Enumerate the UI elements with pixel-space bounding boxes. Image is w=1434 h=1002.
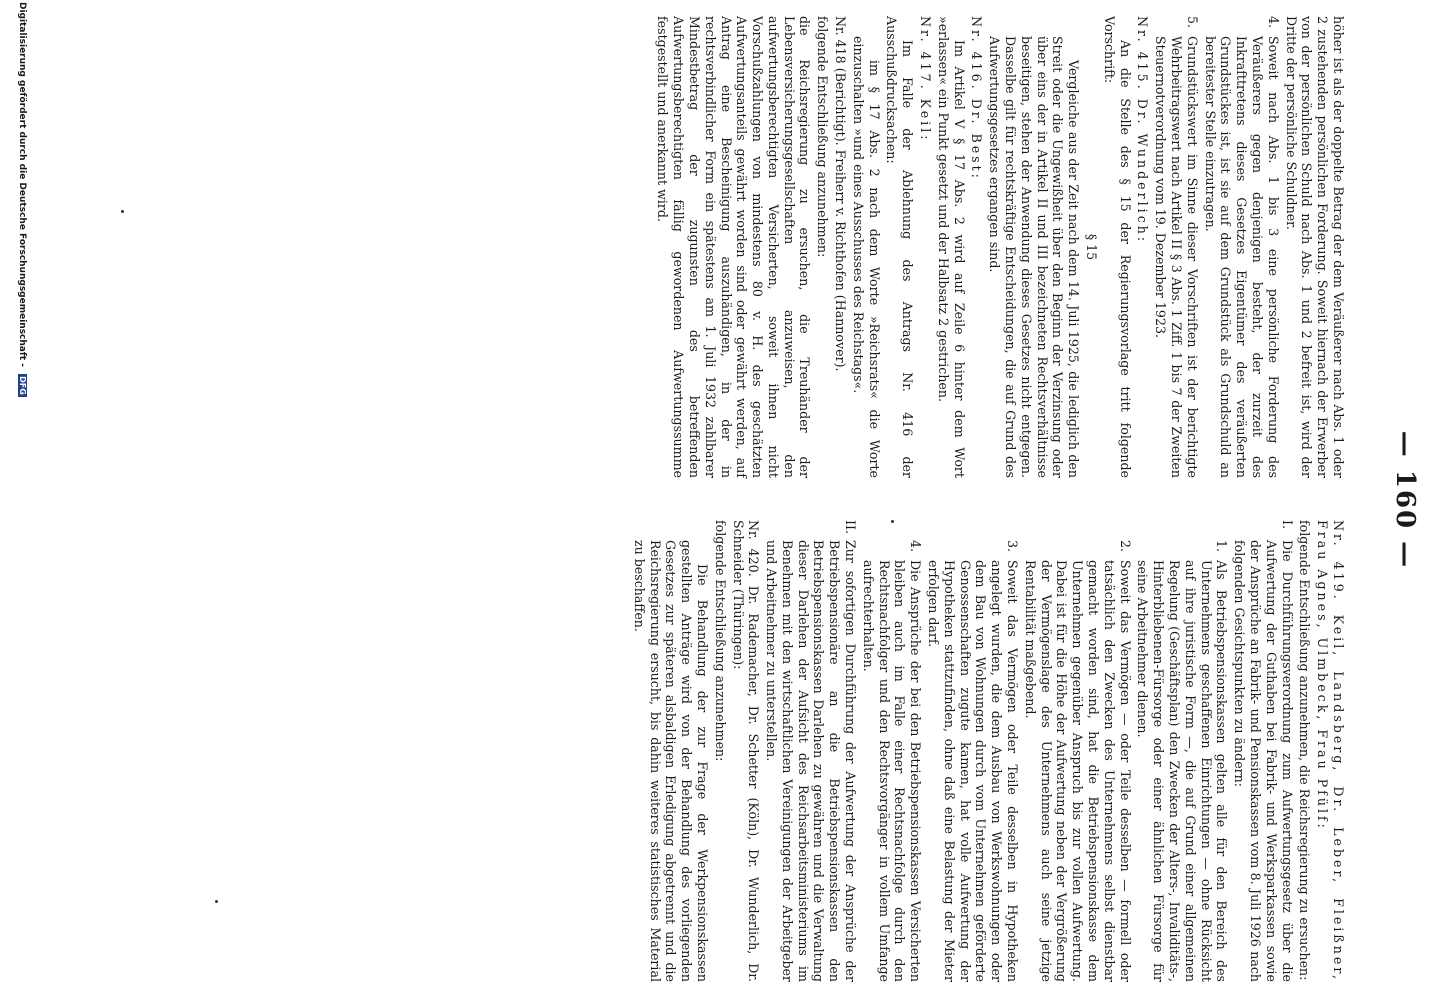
scan-speck [121,210,124,213]
dfg-logo: DFG [18,376,27,395]
item-number: I. [1279,520,1295,529]
list-item-II [763,520,858,982]
item-text: Zur sofortigen Durchführung der Aufwertung der Ansprüche der Betriebspensionäre an die Betriebspensionskassen den Betriebspensionskassen Darlehen zu gewähren und die Verwaltung dieser Darlehen der Aufsicht des Reichsarbeitsministeriums im Benehmen mit den wirtschaftlichen Vereinigungen der Arbeitgeber und Arbeitnehmer zu unterstellen. [764,540,859,982]
sub-item-2 [1022,540,1133,982]
list-item-I [1231,520,1294,982]
motion-418-intro: folgende Entschließung anzunehmen: [815,16,831,258]
motion-417-text: im § 17 Abs. 2 nach dem Worte »Reichsrats« die Worte einzuschalten »und eines Ausschusses des Reichstags«. [850,36,882,478]
item-text: Als Betriebspensionskassen gelten alle für den Bereich des Unternehmens geschaffenen Einrichtungen — ohne Rücksicht auf ihre juristische Form —, die auf Grund einer allgemeinen Regelung (Geschäftsplan) den Zwecken der Alters-, Invaliditäts-, Hinterbliebenen-Fürsorge oder einer ähnlichen Fürsorge für seine Arbeitnehmer dienen. [1135,560,1230,982]
motion-416-text: Im Artikel V § 17 Abs. 2 wird auf Zeile 6 hinter dem Wort »erlassen« ein Punkt gesetzt und der Halbsatz 2 gestrichen. [935,16,967,478]
item-number: 5. [1184,16,1200,29]
sub-item-4 [860,540,923,982]
motion-420-heading: Nr. 420. Dr. Rademacher, Dr. Schetter (Köln), Dr. Wunderlich, Dr. Schneider (Thüringen): [730,520,762,982]
motion-418-text: die Reichsregierung zu ersuchen, die Treuhänder der Lebensversicherungsgesellschaften anzuweisen, den aufwertungsberechtigten Versicherten, soweit ihnen nicht Vorschußzahlungen von mindestens 80 v. H. des geschätzten Aufwertungsanteils gewährt worden sind oder gewährt werden, auf Antrag eine Bescheinigung auszuhändigen, in der in rechtsverbindlicher Form ein spätestens am 1. Juli 1932 zahlbarer Mindestbetrag der zugunsten des betreffenden Aufwertungsberechtigten fällig gewordenen Aufwertungssumme festgestellt und anerkannt wird. [655,16,813,478]
motion-419-intro: folgende Entschließung anzunehmen, die Reichsregierung zu ersuchen: [1297,520,1313,981]
sub-item-3 [925,540,1020,982]
item-number: II. [843,520,859,534]
motion-419-heading: Nr. 419. Keil, Landsberg, Dr. Leber, Fleißner, Frau Agnes, Ulmbeck, Frau Pfülf: [1315,520,1346,982]
paragraph-sign: § 15 [1084,233,1100,261]
item-text: Die Ansprüche der bei den Betriebspensionskassen Versicherten bleiben auch im Falle einer Rechtsnachfolge durch den Rechtsnachfolger und den Rechtsvorgänger in vollem Umfange aufrechterhalten. [860,560,924,982]
item-text: Soweit das Vermögen — oder Teile desselben — formell oder tatsächlich den Zwecken des Unternehmens selbst dienstbar gemacht worden sind, hat die Betriebspensionskasse dem Unternehmen gegenüber Anspruch bis zur vollen Aufwertung. Dabei ist für die Höhe der Aufwertung neben der Vergrößerung der Vermögenslage des Unternehmens auch seine jetzige Rentabilität maßgebend. [1022,560,1133,982]
list-item-5 [1152,16,1199,478]
item-number: 2. [1117,540,1133,553]
scan-speck [891,520,894,523]
item-number: 3. [1005,540,1021,553]
continuation-text: höher ist als der doppelte Betrag der dem Veräußerer nach Abs. 1 oder 2 zustehenden persönlichen Forderung. Soweit hiernach der Erwerber von der persönlichen Schuld nach Abs. 1 und 2 befreit ist, wird der Dritte der persönliche Schuldner. [1283,16,1346,478]
motion-416-heading: Nr. 416. Dr. Best: [969,16,985,181]
motion-417-intro: Im Falle der Ablehnung des Antrags Nr. 416 der Ausschußdrucksachen: [884,16,916,478]
page-number: — 160 — [1390,430,1420,570]
motion-420-text: Die Behandlung der zur Frage der Werkpensionskassen gestellten Anträge wird von der Behandlung des vorliegenden Gesetzes zur späteren alsbaldigen Erledigung abgetrennt und die Reichsregierung ersucht, bis dahin weiteres statistisches Material zu beschaffen. [631,540,710,982]
item-text: Grundstückswert im Sinne dieser Vorschriften ist der berichtigte Wehrbeitragswert nach Artikel II § 3 Abs. 1 Ziff. 1 bis 7 der Zweiten Steuernotverordnung vom 19. Dezember 1923. [1153,36,1200,478]
item-text: Die Durchführungsverordnung zum Aufwertungsgesetz über die Aufwertung der Guthaben bei Fabrik- und Werksparkassen sowie der Ansprüche an Fabrik- und Pensionskassen vom 8. Juli 1926 nach folgenden Gesichtspunkten zu ändern: [1232,540,1295,982]
motion-418-heading: Nr. 418 (Berichtigt). Freiherr v. Richthofen (Hannover). [833,16,849,372]
paragraph-15-text: Vergleiche aus der Zeit nach dem 14. Juli 1925, die lediglich den Streit oder die Ungewißheit über den Beginn der Verzinsung oder über eins der in Artikel II und III bezeichneten Rechtsverhältnisse beseitigen, stehen der Anwendung dieses Gesetzes nicht entgegen. Dasselbe gilt für rechtskräftige Entscheidungen, die auf Grund des Aufwertungsgesetzes ergangen sind. [987,36,1082,478]
right-column [629,520,1346,982]
item-number: 4. [1265,16,1281,29]
left-column [653,16,1346,478]
list-item-4 [1202,16,1281,478]
digitization-footer [17,0,27,1002]
motion-415-heading: Nr. 415. Dr. Wunderlich: [1135,16,1151,245]
motion-417-heading: Nr. 417. Keil: [918,16,934,143]
item-number: 1. [1214,540,1230,553]
sub-item-1 [1135,540,1230,982]
item-text: Soweit das Vermögen oder Teile desselben in Hypotheken angelegt wurden, die dem Ausbau von Werkswohnungen oder dem Bau von Wohnungen durch vom Unternehmen geförderte Genossenschaften zugute kamen, hat volle Aufwertung der Hypotheken stattzufinden, ohne daß eine Belastung der Mieter erfolgen darf. [926,560,1021,982]
footer-text: Digitalisierung gefördert durch die Deutsche Forschungsgemeinschaft - [17,2,27,367]
motion-420-intro: folgende Entschließung anzunehmen: [712,520,728,762]
item-text: Soweit nach Abs. 1 bis 3 eine persönliche Forderung des Veräußerers gegen denjenigen besteht, der zurzeit des Inkrafttretens dieses Gesetzes Eigentümer des veräußerten Grundstückes ist, ist sie auf dem Grundstück als Grundschuld an bereitester Stelle einzutragen. [1202,36,1281,478]
motion-415-intro: An die Stelle des § 15 der Regierungsvorlage tritt folgende Vorschrift: [1101,16,1133,478]
item-number: 4. [908,540,924,553]
scan-speck [215,900,218,903]
